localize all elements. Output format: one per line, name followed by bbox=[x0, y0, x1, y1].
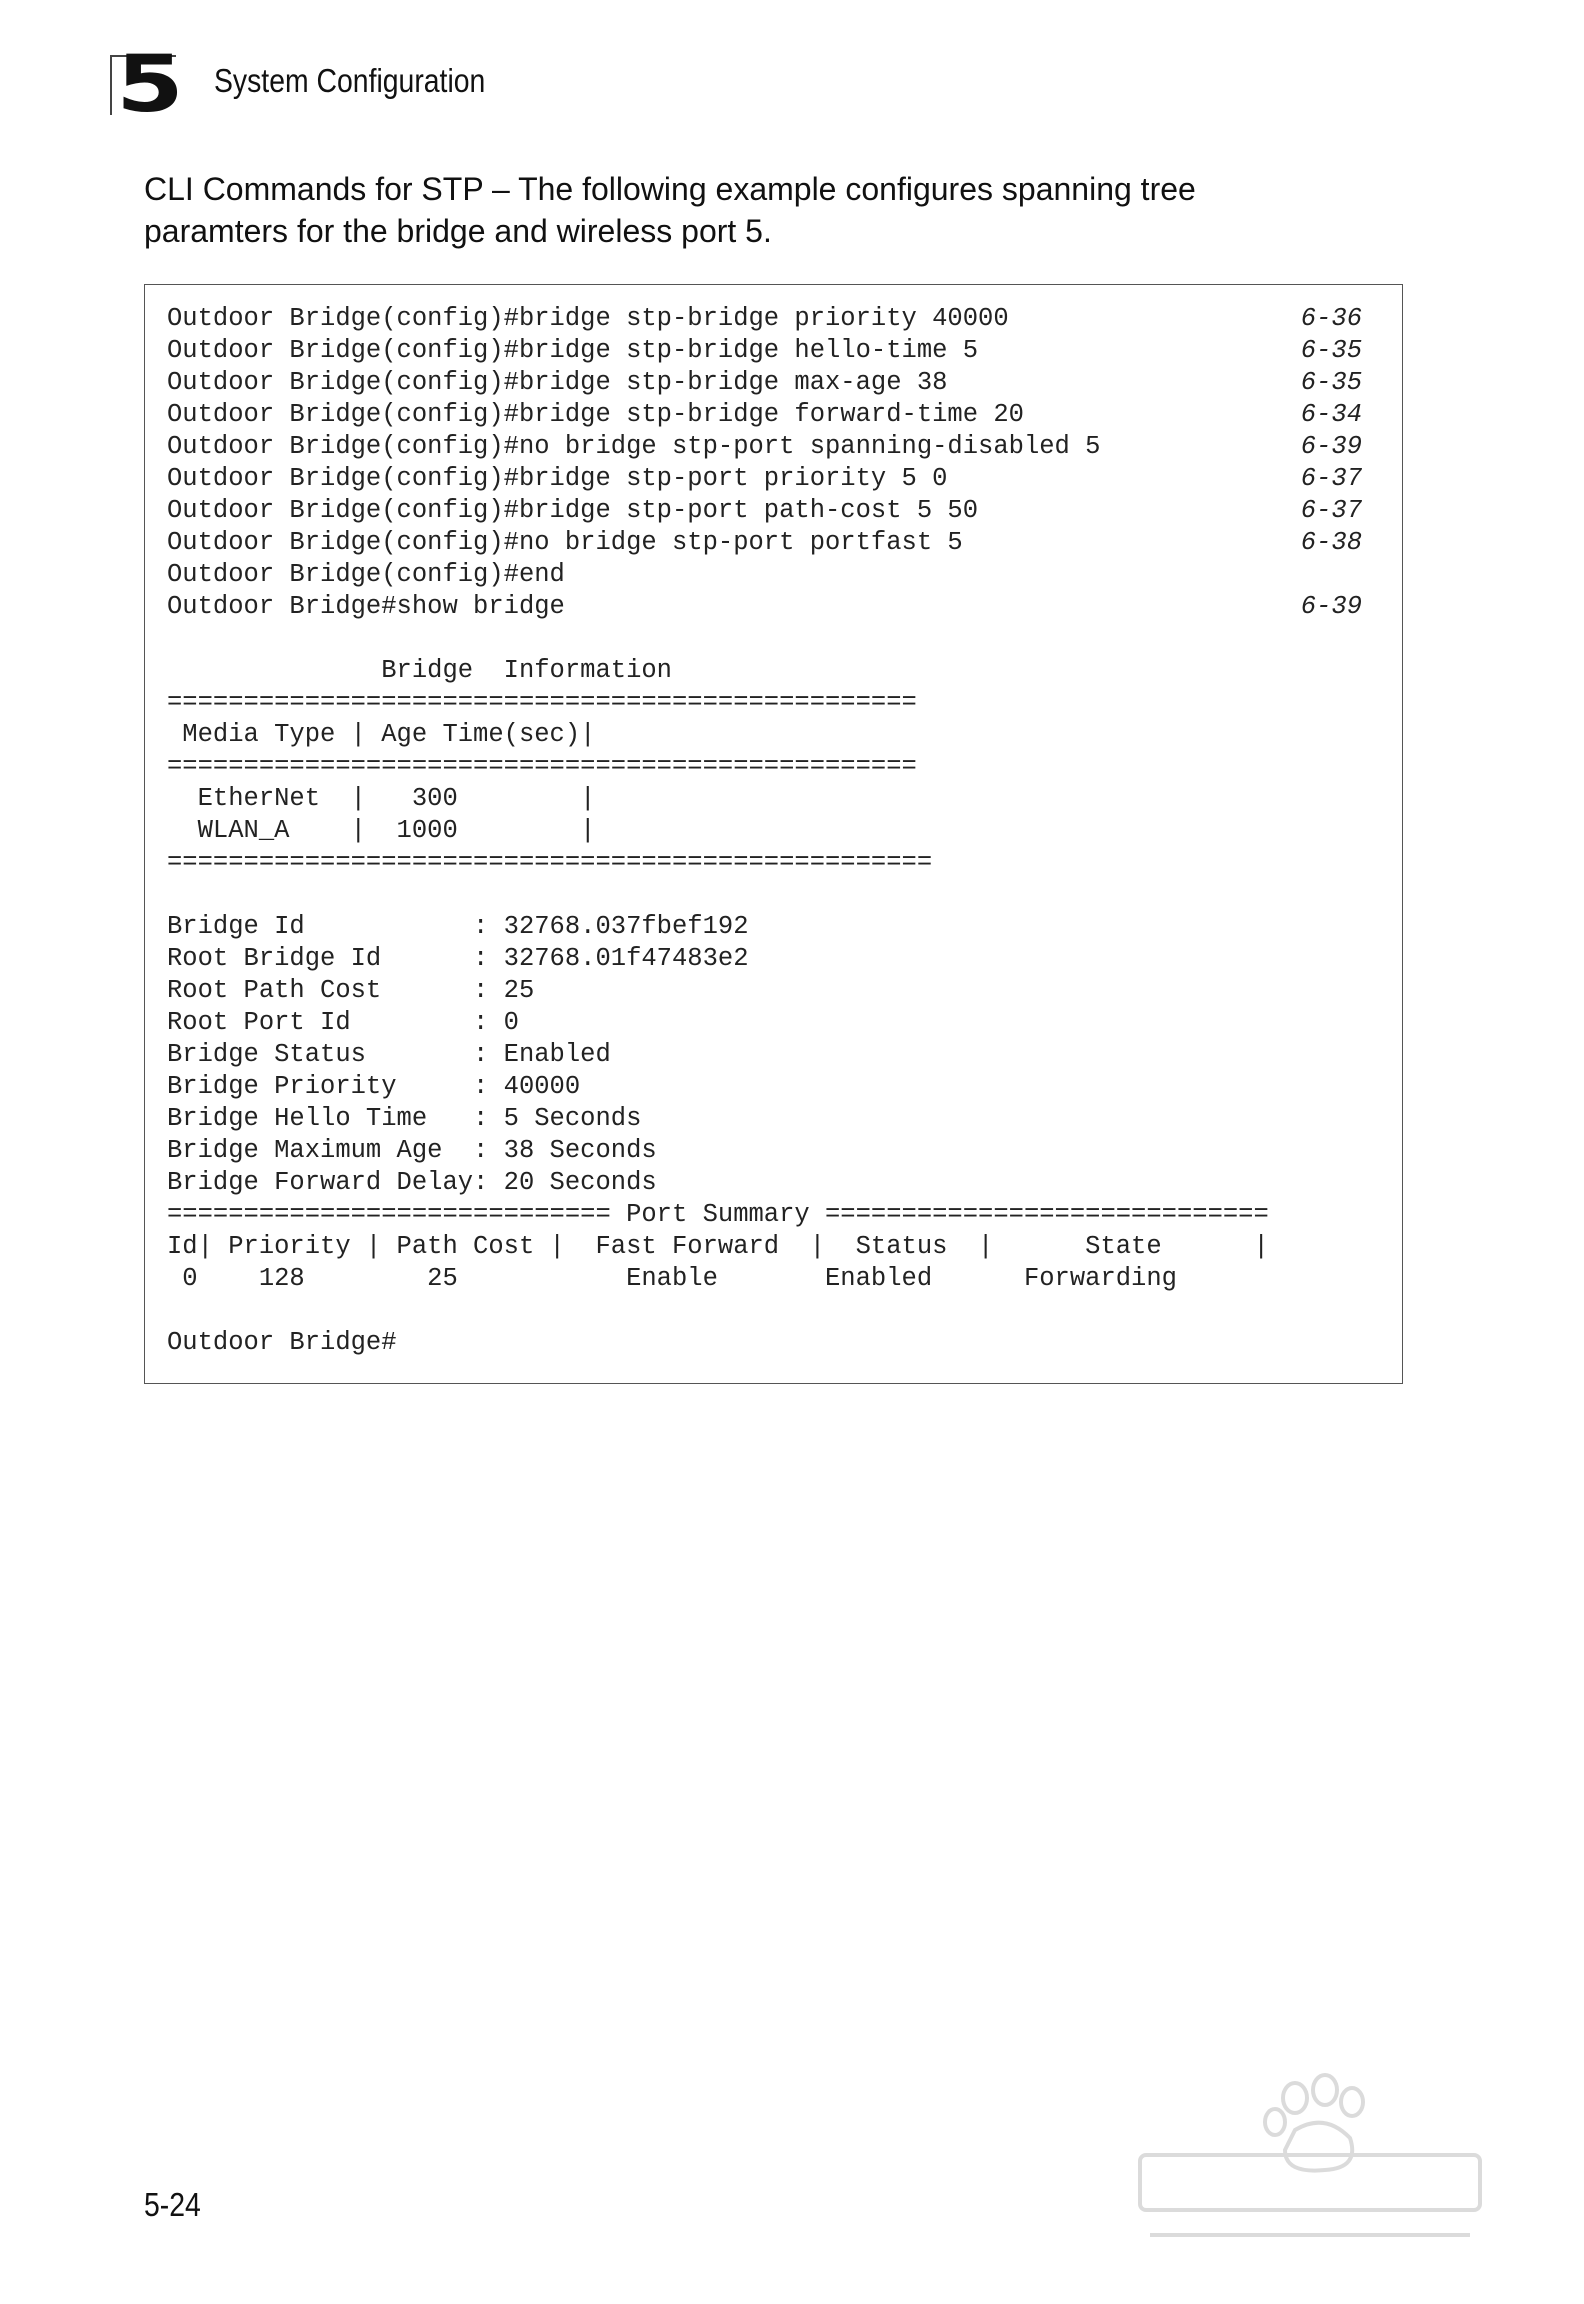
cli-page-reference: 6-34 bbox=[1300, 400, 1362, 429]
cli-line-text: Outdoor Bridge(config)#no bridge stp-port spanning-disabled 5 bbox=[167, 432, 1101, 461]
cli-line-text: 0 128 25 Enable Enabled Forwarding bbox=[167, 1264, 1177, 1293]
cli-line-text: Bridge Hello Time : 5 Seconds bbox=[167, 1104, 642, 1133]
cli-line bbox=[167, 1167, 1382, 1199]
intro-paragraph bbox=[144, 168, 1394, 252]
cli-line bbox=[167, 1327, 1382, 1359]
cli-line bbox=[167, 303, 1382, 335]
cli-example-box bbox=[144, 284, 1403, 1384]
cli-line bbox=[167, 975, 1382, 1007]
cli-line bbox=[167, 335, 1382, 367]
cli-line bbox=[167, 1135, 1382, 1167]
cli-line bbox=[167, 1071, 1382, 1103]
cli-line-text: Root Path Cost : 25 bbox=[167, 976, 535, 1005]
cli-page-reference: 6-37 bbox=[1300, 464, 1362, 493]
cli-line-text: Bridge Information bbox=[167, 656, 672, 685]
cli-line-text: ============================= Port Summary ============================= bbox=[167, 1200, 1269, 1229]
cli-line bbox=[167, 367, 1382, 399]
cli-line bbox=[167, 719, 1382, 751]
cli-line-text: Bridge Status : Enabled bbox=[167, 1040, 611, 1069]
cli-line bbox=[167, 783, 1382, 815]
cli-line bbox=[167, 847, 1382, 879]
cli-line bbox=[167, 943, 1382, 975]
cli-line-text: Bridge Maximum Age : 38 Seconds bbox=[167, 1136, 657, 1165]
cli-line bbox=[167, 1295, 1382, 1327]
cli-line-text: Bridge Priority : 40000 bbox=[167, 1072, 581, 1101]
cli-line-text: Outdoor Bridge(config)#bridge stp-bridge forward-time 20 bbox=[167, 400, 1024, 429]
cli-line bbox=[167, 911, 1382, 943]
cli-line bbox=[167, 431, 1382, 463]
cli-line bbox=[167, 527, 1382, 559]
cli-line bbox=[167, 1039, 1382, 1071]
cli-line-text: Bridge Forward Delay: 20 Seconds bbox=[167, 1168, 657, 1197]
cli-line bbox=[167, 399, 1382, 431]
intro-line-2: paramters for the bridge and wireless port 5. bbox=[144, 213, 772, 249]
watermark-logo bbox=[1120, 2060, 1500, 2260]
cli-page-reference: 6-36 bbox=[1300, 304, 1362, 333]
page-number: 5-24 bbox=[144, 2186, 201, 2223]
cli-page-reference: 6-39 bbox=[1300, 432, 1362, 461]
cli-line bbox=[167, 1199, 1382, 1231]
cli-line bbox=[167, 655, 1382, 687]
cli-line-text: ================================================== bbox=[167, 848, 933, 877]
cli-line bbox=[167, 1263, 1382, 1295]
cli-page-reference: 6-35 bbox=[1300, 368, 1362, 397]
cli-line bbox=[167, 1007, 1382, 1039]
cli-page-reference: 6-38 bbox=[1300, 528, 1362, 557]
cli-line-text: Outdoor Bridge(config)#no bridge stp-port portfast 5 bbox=[167, 528, 963, 557]
cli-line-text: EtherNet | 300 | bbox=[167, 784, 596, 813]
cli-line bbox=[167, 751, 1382, 783]
cli-page-reference: 6-39 bbox=[1300, 592, 1362, 621]
cli-line-text: Outdoor Bridge# bbox=[167, 1328, 397, 1357]
cli-line-text: Outdoor Bridge(config)#end bbox=[167, 560, 565, 589]
cli-line bbox=[167, 879, 1382, 911]
cli-line-text: ================================================= bbox=[167, 688, 917, 717]
cli-page-reference: 6-37 bbox=[1300, 496, 1362, 525]
cli-line-text: WLAN_A | 1000 | bbox=[167, 816, 596, 845]
cli-line-text: Outdoor Bridge#show bridge bbox=[167, 592, 565, 621]
cli-line-text: Root Port Id : 0 bbox=[167, 1008, 519, 1037]
cli-line bbox=[167, 591, 1382, 623]
cli-line-text: Outdoor Bridge(config)#bridge stp-port path-cost 5 50 bbox=[167, 496, 979, 525]
cli-line bbox=[167, 815, 1382, 847]
cli-line-text: Bridge Id : 32768.037fbef192 bbox=[167, 912, 749, 941]
cli-line-text: Media Type | Age Time(sec)| bbox=[167, 720, 596, 749]
cli-line bbox=[167, 463, 1382, 495]
chapter-number: 5 bbox=[116, 40, 184, 130]
cli-line bbox=[167, 687, 1382, 719]
cli-line bbox=[167, 623, 1382, 655]
cli-line bbox=[167, 1231, 1382, 1263]
running-title: System Configuration bbox=[214, 62, 486, 99]
cli-line-text: Id| Priority | Path Cost | Fast Forward | Status | State | bbox=[167, 1232, 1269, 1261]
cli-line-text: Outdoor Bridge(config)#bridge stp-bridge priority 40000 bbox=[167, 304, 1009, 333]
cli-line bbox=[167, 1103, 1382, 1135]
intro-line-1: CLI Commands for STP – The following example configures spanning tree bbox=[144, 171, 1196, 207]
cli-line bbox=[167, 559, 1382, 591]
cli-page-reference: 6-35 bbox=[1300, 336, 1362, 365]
cli-line bbox=[167, 495, 1382, 527]
cli-line-text: Root Bridge Id : 32768.01f47483e2 bbox=[167, 944, 749, 973]
cli-line-text: ================================================= bbox=[167, 752, 917, 781]
cli-listing bbox=[167, 303, 1382, 1359]
cli-line-text: Outdoor Bridge(config)#bridge stp-bridge max-age 38 bbox=[167, 368, 948, 397]
cli-line-text: Outdoor Bridge(config)#bridge stp-bridge hello-time 5 bbox=[167, 336, 979, 365]
cli-line-text: Outdoor Bridge(config)#bridge stp-port priority 5 0 bbox=[167, 464, 948, 493]
